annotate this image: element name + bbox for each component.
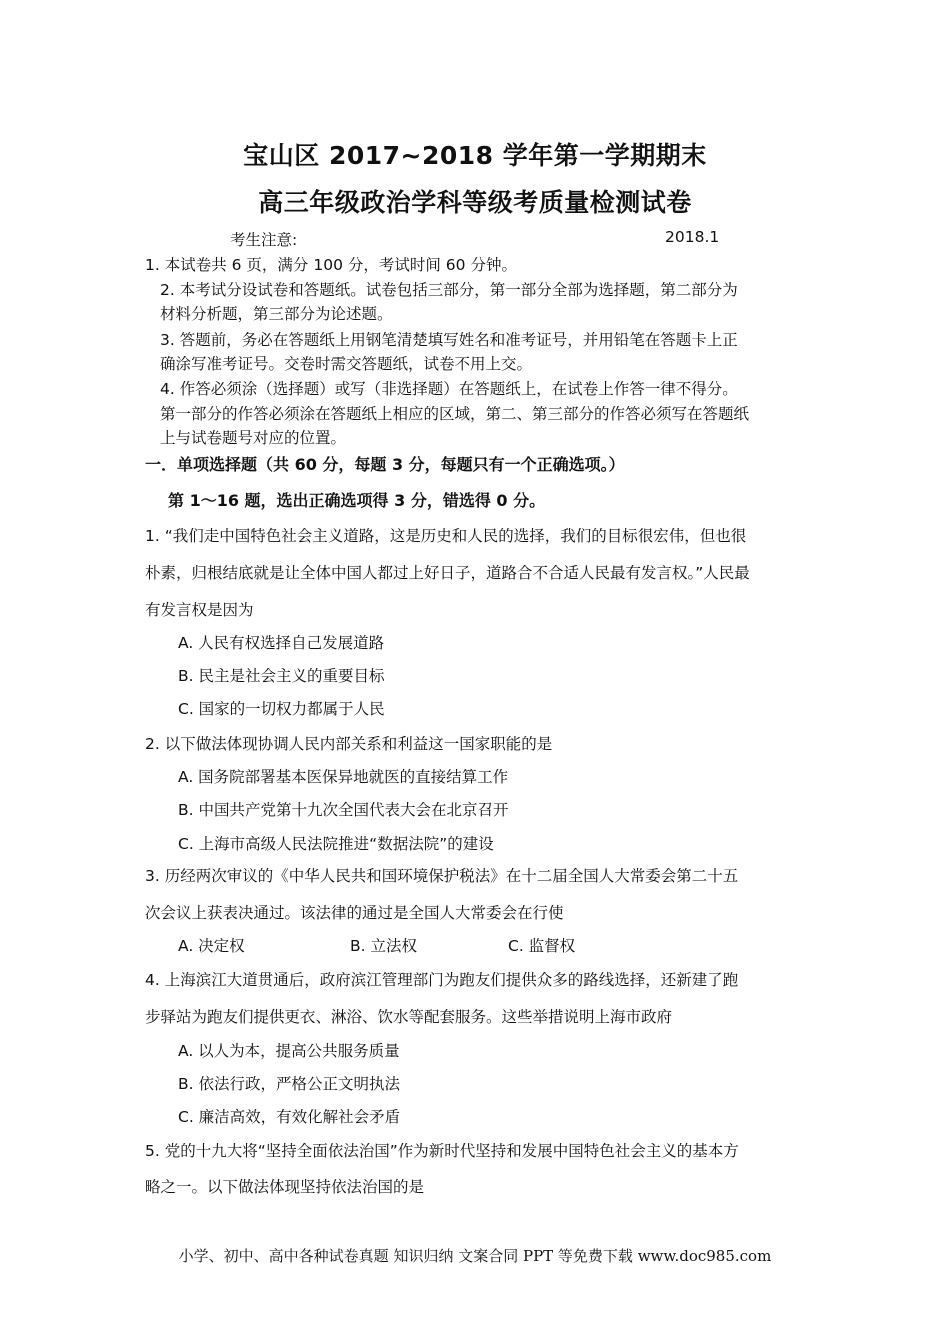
instruction-line: 4. 作答必须涂（选择题）或写（非选择题）在答题纸上，在试卷上作答一律不得分。 [160, 380, 738, 398]
option-a: A. 国务院部署基本医保异地就医的直接结算工作 [178, 768, 509, 786]
question-stem-line: 2. 以下做法体现协调人民内部关系和利益这一国家职能的是 [145, 735, 553, 753]
option-a: A. 决定权 [178, 937, 245, 955]
section-heading: 一．单项选择题（共 60 分，每题 3 分，每题只有一个正确选项。） [145, 455, 625, 474]
option-c: C. 廉洁高效，有效化解社会矛盾 [178, 1108, 401, 1126]
exam-title-line2: 高三年级政治学科等级考质量检测试卷 [258, 188, 692, 217]
instruction-line: 上与试卷题号对应的位置。 [160, 429, 347, 447]
question-stem-line: 有发言权是因为 [145, 601, 254, 619]
option-c: C. 国家的一切权力都属于人民 [178, 700, 385, 718]
question-stem-line: 次会议上获表决通过。该法律的通过是全国人大常委会在行使 [145, 904, 564, 922]
exam-title-line1: 宝山区 2017~2018 学年第一学期期末 [243, 141, 707, 170]
page-footer: 小学、初中、高中各种试卷真题 知识归纳 文案合同 PPT 等免费下载 www.doc985.com [178, 1247, 772, 1265]
instruction-line: 第一部分的作答必须涂在答题纸上相应的区域，第二、第三部分的作答必须写在答题纸 [160, 405, 750, 423]
option-c: C. 监督权 [508, 937, 576, 955]
question-stem-line: 5. 党的十九大将“坚持全面依法治国”作为新时代坚持和发展中国特色社会主义的基本方 [145, 1142, 739, 1160]
option-b: B. 依法行政，严格公正文明执法 [178, 1075, 400, 1093]
notice-label: 考生注意: [230, 231, 298, 249]
question-stem-line: 1. “我们走中国特色社会主义道路，这是历史和人民的选择，我们的目标很宏伟，但也很 [145, 527, 747, 545]
instruction-line: 1. 本试卷共 6 页，满分 100 分，考试时间 60 分钟。 [145, 256, 517, 274]
instruction-line: 3. 答题前，务必在答题纸上用钢笔清楚填写姓名和准考证号，并用铅笔在答题卡上正 [160, 331, 738, 349]
option-b: B. 中国共产党第十九次全国代表大会在北京召开 [178, 801, 509, 819]
option-a: A. 人民有权选择自己发展道路 [178, 634, 385, 652]
question-stem-line: 4. 上海滨江大道贯通后，政府滨江管理部门为跑友们提供众多的路线选择，还新建了跑 [145, 971, 739, 989]
option-a: A. 以人为本，提高公共服务质量 [178, 1042, 400, 1060]
instruction-line: 2. 本考试分设试卷和答题纸。试卷包括三部分，第一部分全部为选择题，第二部分为 [160, 281, 738, 299]
instruction-line: 确涂写准考证号。交卷时需交答题纸，试卷不用上交。 [160, 355, 533, 373]
question-stem-line: 朴素，归根结底就是让全体中国人都过上好日子，道路合不合适人民最有发言权。”人民最 [145, 564, 750, 582]
instruction-line: 材料分析题，第三部分为论述题。 [160, 305, 393, 323]
exam-date: 2018.1 [665, 228, 720, 246]
question-stem-line: 略之一。以下做法体现坚持依法治国的是 [145, 1178, 425, 1196]
question-stem-line: 3. 历经两次审议的《中华人民共和国环境保护税法》在十二届全国人大常委会第二十五 [145, 867, 739, 885]
option-c: C. 上海市高级人民法院推进“数据法院”的建设 [178, 835, 494, 853]
option-b: B. 民主是社会主义的重要目标 [178, 667, 385, 685]
question-stem-line: 步驿站为跑友们提供更衣、淋浴、饮水等配套服务。这些举措说明上海市政府 [145, 1008, 673, 1026]
section-subheading: 第 1～16 题，选出正确选项得 3 分，错选得 0 分。 [168, 491, 546, 510]
option-b: B. 立法权 [350, 937, 417, 955]
